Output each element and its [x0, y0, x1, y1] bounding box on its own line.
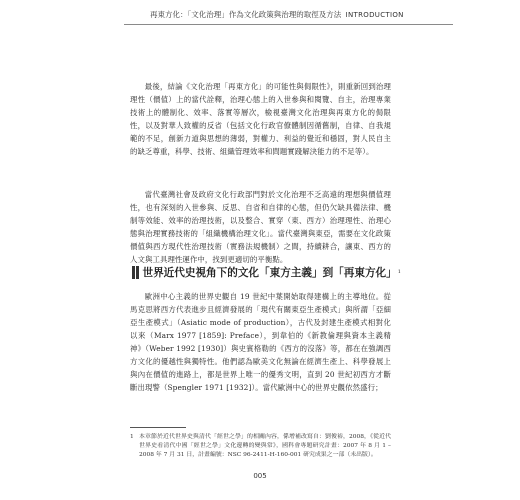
section-title: 世界近代史視角下的文化「東方主義」到「再東方化」	[142, 266, 397, 279]
running-head	[150, 10, 430, 20]
conclusion-paragraph	[130, 80, 391, 158]
paragraph-1: 最後，結論《文化治理「再東方化」的可能性與侷限性》，則重新回到治理理性（價值）上的當代詮釋，治理心態上的入世參與和閱覽、自主，治理專業技術上的體制化、效率、落實等層次，檢視臺灣文化治理與再東方化的侷限性，以及對華人致權的反省（包括文化行政官僚體制因循舊制，自律、自我規範的不足，創新力道與思想的薄弱，對權力、利益的覺近和穩固，對人民自主的缺乏尊重，科學、技術、組織管理效率和問題實踐解決能力的不足等）。	[130, 82, 391, 156]
footnote-text: 本章節於近代世界史與清代「經世之學」的相關內容，係增補改寫自：劉俊裕，2008，《從近代世界史看清代中國「經世之學」文化邊轉的變與常》，國科會專題研究計畫：2007 年 8 月 1 – 2008 年 7 月 31 日，計畫編號：NSC 96-2411-H-160-001 研究成果之一部（未出版）。	[139, 434, 391, 458]
running-head-chinese: 再東方化：「文化治理」作為文化政策與治理的取徑及方法	[150, 10, 342, 19]
footnote	[130, 433, 391, 460]
paragraph-3: 歐洲中心主義的世界史觀自 19 世紀中葉開始取得建構上的主導地位。從馬克思將西方代表進步且經濟發展的「現代有關東亞生產模式」與所謂「亞細亞生產模式」（Asiatic mode of production），古代及封建生產模式相對化以來（Marx 1977 [1859]: Preface），到韋伯的《新教倫理與資本主義精神》（Weber 1992 [1930]）與史賓格勒的《西方的沒落》等，都在在強調西方文化的優越性與獨特性。他們認為歐美文化無論在經濟生產上、科學發展上與內在價值的進路上，都是世界上唯一的優秀文明，直到 20 世紀初西方才斷斷出現警（Spengler 1971 [1932]）。當代歐洲中心的世界史觀依然盛行；	[130, 292, 391, 392]
governance-paragraph	[130, 188, 391, 266]
heading-bars-icon	[132, 266, 139, 279]
worldview-paragraph	[130, 290, 391, 394]
running-head-english: INTRODUCTION	[345, 11, 404, 19]
footnote-number: 1	[130, 434, 134, 440]
section-heading	[132, 264, 402, 280]
footnote-rule	[130, 427, 186, 428]
paragraph-2: 當代臺灣社會及政府文化行政部門對於文化治理不乏高遠的理想與價值理性，也有深刻的入世參與、反思、自省和自律的心態，但仍欠缺具備法律、機制等效能、效率的治理技術，以及整合、實穿（東、西方）治理理性、治理心態與治理實務技術的「組織機構治理文化」。當代臺灣與東亞，需要在文化政策價值與西方現代性治理技術（實務法規機制）之間，持續耕合，讓東、西方的人文與工具理性運作中，找到更適切的平衡點。	[130, 190, 391, 264]
page-number: 005	[253, 472, 267, 480]
header-rule	[124, 24, 453, 25]
footnote-marker[interactable]: 1	[397, 269, 401, 275]
